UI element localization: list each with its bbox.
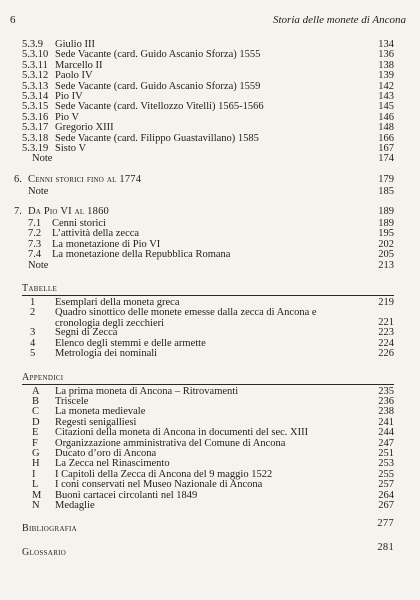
toc-entry-title: Buoni cartacei circolanti nel 1849 (55, 489, 198, 501)
toc-entry (22, 428, 394, 438)
toc-entry-num: 5.3.14 (22, 90, 49, 102)
toc-entry-title: Giulio III (55, 39, 95, 50)
toc-entry-page: 189 (378, 218, 394, 230)
toc-entry-page: 139 (378, 70, 394, 82)
toc-entry-num: 5.3.17 (22, 122, 49, 134)
chapter-6-title: 6. Cenni storici fino al 1774 179 (14, 173, 394, 185)
table-of-contents (14, 39, 394, 559)
toc-entry-num: 7.4 (28, 249, 42, 261)
toc-entry-title: La prima moneta di Ancona – Ritrovamenti (55, 385, 239, 397)
toc-entry-page: 244 (378, 427, 394, 439)
toc-entry-num: 7.3 (28, 238, 42, 250)
chapter-7-note: Note 213 (28, 259, 394, 271)
toc-entry-title: Esemplari della moneta greca (55, 297, 180, 309)
toc-entry (22, 144, 394, 154)
chapter-6 (14, 173, 394, 197)
toc-entry-title: Ducato d’oro di Ancona (55, 447, 157, 459)
toc-entry-page: 205 (378, 249, 394, 261)
tabelle-list (22, 298, 394, 360)
toc-entry-num: 2 (30, 307, 36, 319)
toc-entry-title: Medaglie (55, 499, 95, 511)
toc-entry-num: F (32, 437, 38, 449)
toc-entry-title: Segni di Zecca (55, 327, 118, 339)
toc-entry-title: Pio V (55, 111, 80, 123)
toc-entry-num: 4 (30, 337, 36, 349)
toc-entry-title: Sede Vacante (card. Filippo Guastavillano) 1585 (55, 132, 259, 144)
toc-entry-page: 238 (378, 406, 394, 418)
toc-entry-title: Organizzazione amministrativa del Comune di Ancona (55, 437, 286, 449)
toc-entry-num: 5.3.10 (22, 49, 49, 61)
toc-entry (22, 349, 394, 359)
toc-entry-page: 226 (378, 348, 394, 360)
toc-entry (22, 308, 394, 328)
toc-entry-num: M (32, 489, 42, 501)
page-number: 6 (10, 14, 16, 26)
toc-entry-num: 5.3.13 (22, 80, 49, 92)
toc-note-5: Note 174 (32, 153, 394, 165)
toc-entry-title: I Capitoli della Zecca di Ancona del 9 maggio 1522 (55, 468, 273, 480)
toc-entry-num: A (32, 385, 40, 397)
glossario-page: 281 (377, 542, 394, 554)
toc-entry-title: Cenni storici (52, 218, 106, 230)
toc-entry-title: Elenco degli stemmi e delle armette (55, 337, 206, 349)
toc-entry-page: 145 (378, 101, 394, 113)
toc-entry-page: 166 (378, 132, 394, 144)
toc-entry-title: I coni conservati nel Museo Nazionale di Ancona (55, 479, 263, 491)
toc-entry-page: 224 (378, 337, 394, 349)
toc-entry (22, 480, 394, 490)
toc-entry-num: E (32, 427, 39, 439)
toc-entry-page: 219 (378, 297, 394, 309)
appendici-label: Appendici (22, 371, 64, 383)
toc-entry-title: Metrologia dei nominali (55, 348, 158, 360)
toc-entry-num: 5 (30, 348, 36, 360)
toc-entry-num: L (32, 479, 39, 491)
toc-entry (22, 123, 394, 133)
toc-entry-title: Quadro sinottico delle monete emesse dalla zecca di Ancona e cronologia degli zecchieri (55, 307, 317, 329)
toc-entry-num: G (32, 447, 40, 459)
toc-entry-title: Sede Vacante (card. Guido Ascanio Sforza) 1555 (55, 49, 261, 61)
toc-entry-num: H (32, 458, 40, 470)
toc-entry-num: 5.3.19 (22, 142, 49, 154)
toc-entry-title: Pio IV (55, 90, 83, 102)
section-divider (22, 295, 394, 296)
chapter-7 (14, 206, 394, 271)
toc-entry-num: B (32, 395, 40, 407)
toc-entry-num: 7.2 (28, 228, 42, 240)
toc-entry-page: 264 (378, 489, 394, 501)
toc-entry-title: La moneta medievale (55, 406, 146, 418)
toc-entry-num: 5.3.15 (22, 101, 49, 113)
toc-entry-title: Sede Vacante (card. Guido Ascanio Sforza) 1559 (55, 80, 261, 92)
chapter-7-title: 7. Da Pio VI al 1860 189 (14, 206, 394, 218)
tabelle-label: Tabelle (22, 283, 58, 295)
toc-entry-num: 5.3.12 (22, 70, 49, 82)
toc-entry-page: 236 (378, 395, 394, 407)
toc-entry-title: Paolo IV (55, 70, 93, 82)
toc-entry-page: 241 (378, 416, 394, 428)
toc-entry-page: 247 (378, 437, 394, 449)
appendici-list (22, 387, 394, 512)
toc-entry-title: La Zecca nel Rinascimento (55, 458, 170, 470)
section-5-3-list (22, 40, 394, 154)
toc-entry-num: C (32, 406, 40, 418)
toc-entry-title: Marcello II (55, 59, 103, 71)
toc-entry-page: 257 (378, 479, 394, 491)
toc-entry-title: Citazioni della moneta di Ancona in documenti del sec. XIII (55, 427, 309, 439)
glossario-entry (22, 542, 394, 559)
toc-entry-num: 7.1 (28, 218, 42, 230)
toc-entry-page: 202 (378, 238, 394, 250)
bibliografia-label: Bibliografia (22, 523, 77, 535)
toc-entry-num: 5.3.18 (22, 132, 49, 144)
toc-entry-page: 134 (378, 39, 394, 50)
toc-entry-page: 167 (378, 142, 394, 154)
toc-entry-page: 148 (378, 122, 394, 134)
appendici-section (22, 372, 394, 512)
tabelle-section (22, 283, 394, 360)
toc-entry-title: Sede Vacante (card. Vitellozzo Vitelli) 1565-1566 (55, 101, 264, 113)
toc-entry-title: La monetazione di Pio VI (52, 238, 161, 250)
toc-entry-title: Regesti senigalliesi (55, 416, 137, 428)
chapter-6-note: Note 185 (28, 185, 394, 197)
bibliografia-page: 277 (377, 518, 394, 530)
toc-entry-page: 138 (378, 59, 394, 71)
toc-entry-page: 146 (378, 111, 394, 123)
toc-entry-page: 253 (378, 458, 394, 470)
section-divider (22, 384, 394, 385)
toc-entry-page: 195 (378, 228, 394, 240)
toc-entry-page: 142 (378, 80, 394, 92)
toc-entry (22, 71, 394, 81)
toc-entry (22, 250, 394, 260)
page-header (10, 6, 406, 26)
toc-entry-title: Triscele (55, 395, 89, 407)
toc-entry-page: 221 (378, 317, 394, 329)
toc-entry-page: 251 (378, 447, 394, 459)
toc-entry-title: Sisto V (55, 142, 87, 154)
toc-entry-title: L’attività della zecca (52, 228, 140, 240)
toc-entry-page: 143 (378, 90, 394, 102)
toc-entry-num: 5.3.9 (22, 39, 43, 50)
toc-entry-page: 255 (378, 468, 394, 480)
toc-entry-page: 136 (378, 49, 394, 61)
toc-entry-page: 235 (378, 385, 394, 397)
toc-entry-num: 1 (30, 297, 36, 309)
glossario-label: Glossario (22, 547, 67, 559)
toc-entry-num: N (32, 499, 40, 511)
toc-entry-num: 5.3.16 (22, 111, 49, 123)
toc-entry-page: 267 (378, 499, 394, 511)
toc-entry (22, 501, 394, 511)
toc-entry-num: 3 (30, 327, 36, 339)
toc-entry-num: 5.3.11 (22, 59, 48, 71)
toc-entry-page: 223 (378, 327, 394, 339)
running-title: Storia delle monete di Ancona (273, 14, 406, 26)
toc-entry-title: Gregorio XIII (55, 122, 114, 134)
chapter-7-items (22, 219, 394, 261)
toc-entry-num: D (32, 416, 40, 428)
toc-entry-title: La monetazione della Repubblica Romana (52, 249, 231, 261)
toc-entry-num: I (32, 468, 36, 480)
bibliografia-entry (22, 518, 394, 535)
